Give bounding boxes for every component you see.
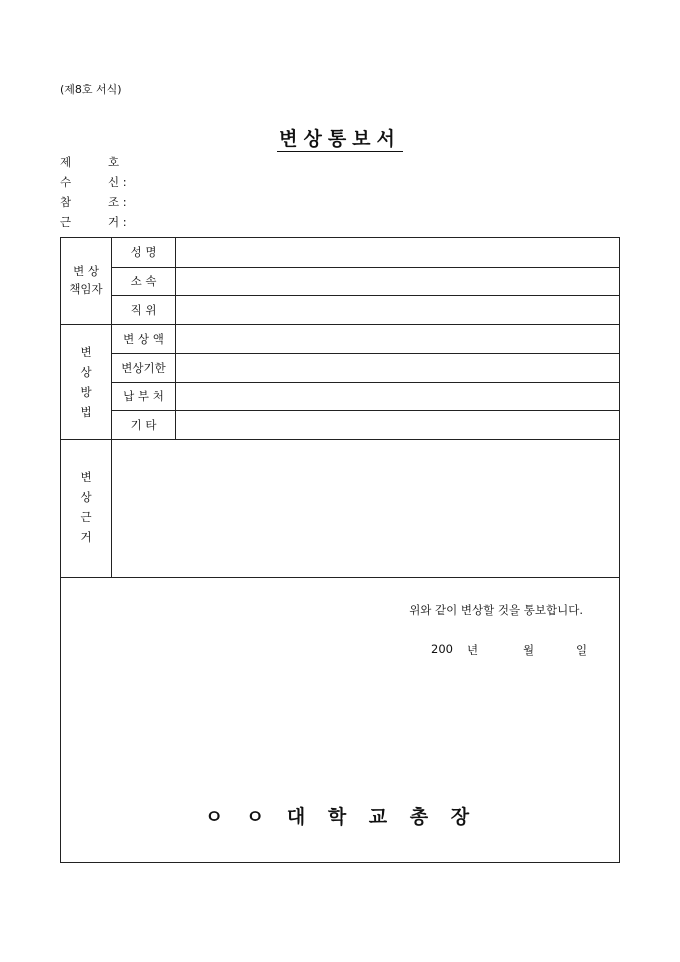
form-number: (제8호 서식) (60, 83, 122, 96)
date-year-unit: 년 (467, 643, 479, 657)
row-label-deadline: 변상기한 (121, 361, 166, 375)
meta-label-second: 호 (108, 155, 120, 169)
meta-row-recipient (60, 174, 127, 190)
meta-label-first: 수 (60, 175, 72, 189)
meta-label-first: 근 (60, 215, 72, 229)
notice-text: 위와 같이 변상할 것을 통보합니다. (409, 603, 583, 617)
meta-colon: : (122, 175, 127, 189)
divider (111, 267, 619, 268)
signer-name: ㅇ ㅇ 대 학 교 총 장 (204, 806, 478, 828)
divider (61, 439, 619, 440)
divider (61, 324, 619, 325)
date-day-unit: 일 (576, 643, 588, 657)
meta-label-first: 참 (60, 195, 72, 209)
divider (111, 382, 619, 383)
row-label-payee: 납 부 처 (123, 389, 164, 403)
meta-colon: : (122, 195, 127, 209)
row-label-position: 직 위 (130, 303, 157, 317)
row-label-amount: 변 상 액 (123, 332, 164, 346)
section-header-responsible-line1: 변 상 (73, 264, 99, 278)
document-title (0, 124, 680, 151)
date-month-unit: 월 (523, 643, 535, 657)
meta-colon: : (122, 215, 127, 229)
divider (175, 238, 176, 439)
divider (111, 410, 619, 411)
divider (111, 353, 619, 354)
row-label-other: 기 타 (130, 418, 157, 432)
section-header-basis: 변 상 근 거 (80, 470, 92, 544)
meta-row-reference (60, 194, 127, 210)
meta-label-second: 신 (108, 175, 120, 189)
meta-row-basis (60, 214, 127, 230)
form-table (60, 237, 620, 863)
row-label-affiliation: 소 속 (130, 274, 157, 288)
meta-row-number (60, 154, 122, 170)
meta-label-first: 제 (60, 155, 72, 169)
meta-label-second: 조 (108, 195, 120, 209)
meta-label-second: 거 (108, 215, 120, 229)
divider (61, 577, 619, 578)
row-label-name: 성 명 (130, 245, 157, 259)
section-header-method: 변 상 방 법 (80, 345, 92, 419)
divider (111, 295, 619, 296)
date-year: 200 (431, 642, 453, 656)
section-header-responsible-line2: 책임자 (69, 282, 103, 296)
document-title-text: 변상통보서 (279, 128, 401, 150)
